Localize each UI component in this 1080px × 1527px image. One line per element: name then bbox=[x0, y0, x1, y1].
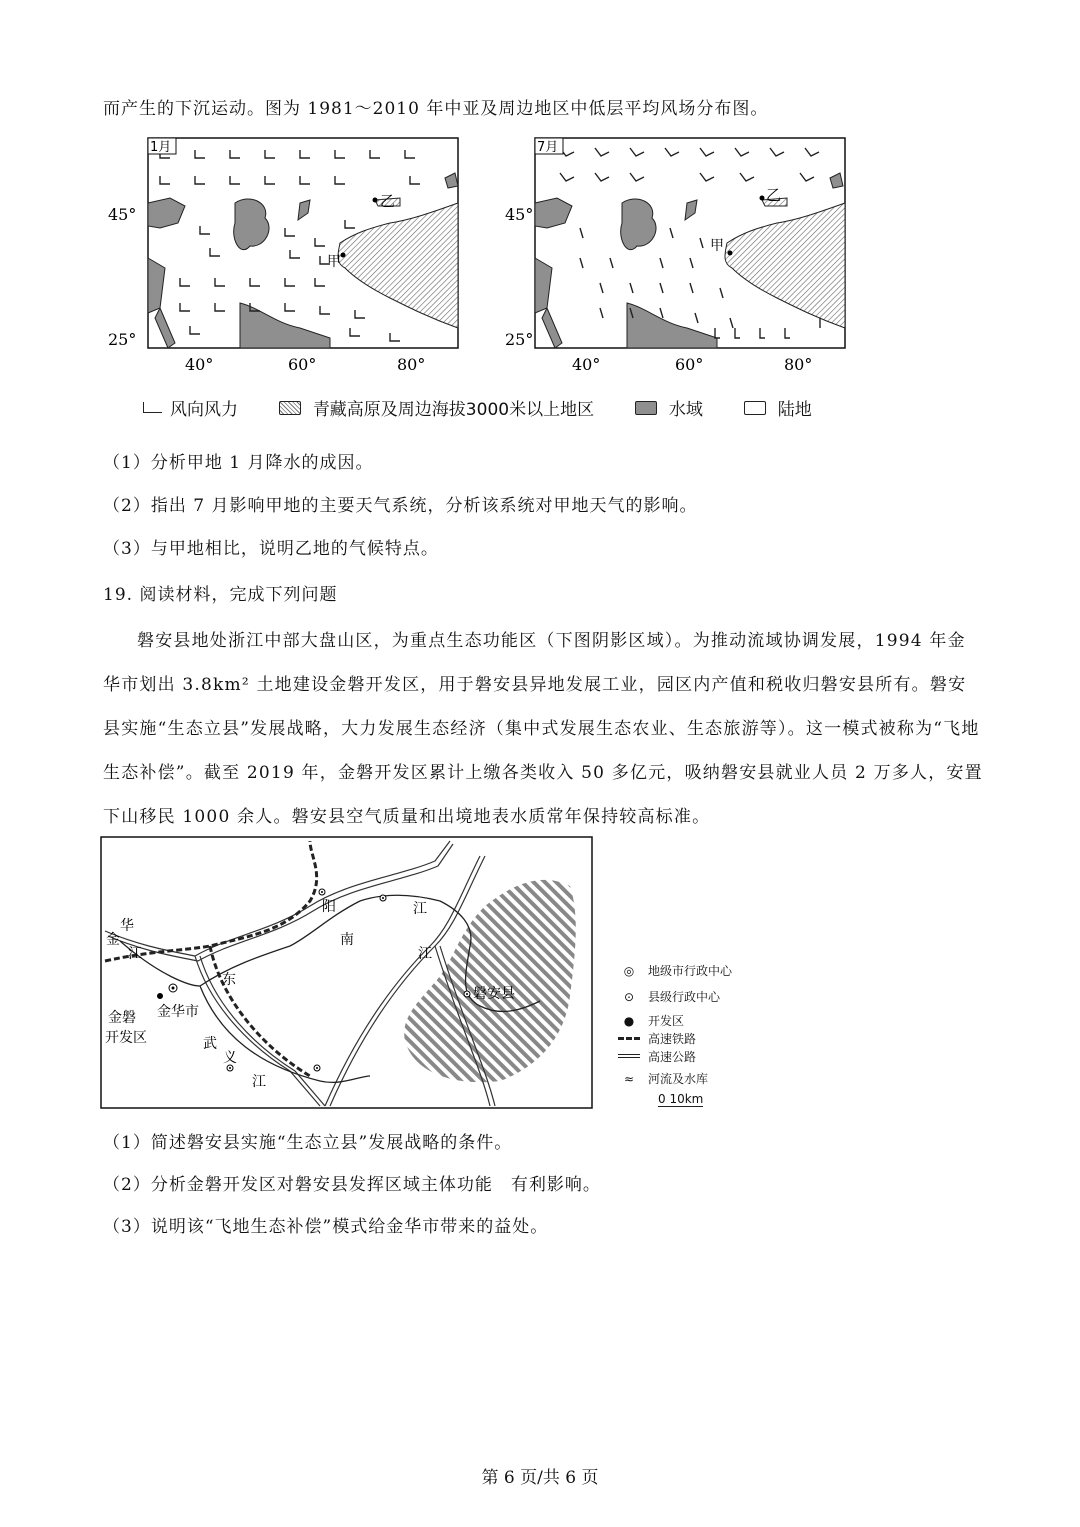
q18-part3: （3）与甲地相比，说明乙地的气候特点。 bbox=[103, 539, 439, 559]
label-jiang3: 江 bbox=[252, 1074, 266, 1090]
legend-city-center: ◎ 地级市行政中心 bbox=[618, 962, 732, 979]
legend-highway: 高速公路 bbox=[618, 1048, 696, 1065]
place-yi-jul: 乙 bbox=[766, 186, 782, 204]
label-nan: 南 bbox=[340, 932, 354, 948]
lon-80-jan: 80° bbox=[397, 355, 426, 374]
intro-text: 而产生的下沉运动。图为 1981～2010 年中亚及周边地区中低层平均风场分布图。 bbox=[103, 99, 769, 119]
place-yi-jan: 乙 bbox=[380, 192, 396, 210]
legend-plateau: 青藏高原及周边海拔3000米以上地区 bbox=[312, 400, 595, 420]
label-jiang1: 江 bbox=[413, 901, 427, 917]
q19-part2: （2）分析金磐开发区对磐安县发挥区域主体功能 有利影响。 bbox=[103, 1175, 601, 1195]
q18-part2: （2）指出 7 月影响甲地的主要天气系统，分析该系统对甲地天气的影响。 bbox=[103, 496, 698, 516]
label-jinpan: 金磐开发区 bbox=[105, 1010, 147, 1046]
panan-county-map bbox=[100, 836, 595, 1111]
map-label-jan: 1月 bbox=[150, 140, 172, 155]
scale-bar: 0 10km bbox=[658, 1092, 704, 1106]
label-yang: 阳 bbox=[322, 899, 336, 915]
q19-part1: （1）简述磐安县实施“生态立县”发展战略的条件。 bbox=[103, 1133, 513, 1153]
wind-map-legend bbox=[143, 395, 812, 420]
label-jinhua-city: 金华市 bbox=[157, 1004, 199, 1020]
city-center-icon: ◎ bbox=[623, 964, 635, 978]
legend-river: ≈ 河流及水库 bbox=[618, 1070, 708, 1087]
water-swatch-icon bbox=[635, 401, 657, 415]
legend-scale bbox=[658, 1092, 703, 1106]
label-wu: 武 bbox=[203, 1036, 217, 1052]
lon-40-jul: 40° bbox=[572, 355, 601, 374]
q19-part3: （3）说明该“飞地生态补偿”模式给金华市带来的益处。 bbox=[103, 1217, 549, 1237]
label-dong: 东 bbox=[222, 972, 236, 988]
legend-railway: 高速铁路 bbox=[618, 1030, 696, 1047]
lat-25-jul: 25° bbox=[505, 330, 534, 349]
legend-land: 陆地 bbox=[777, 400, 812, 420]
label-jiang2: 江 bbox=[418, 946, 432, 962]
label-jinhua-river: 金华江 bbox=[106, 918, 142, 962]
q19-title: 19. 阅读材料，完成下列问题 bbox=[103, 585, 338, 605]
lat-45-jan: 45° bbox=[108, 205, 137, 224]
lon-40-jan: 40° bbox=[185, 355, 214, 374]
january-wind-map bbox=[100, 128, 470, 378]
label-panan: 磐安县 bbox=[473, 986, 515, 1002]
q19-material: 磐安县地处浙江中部大盘山区，为重点生态功能区（下图阴影区域）。为推动流域协调发展，1994 年金华市划出 3.8km² 土地建设金磐开发区，用于磐安县异地发展工业，园区内产值和税收归磐安县所有。磐安县实施“生态立县”发展战略，大力发展生态经济（集中式发展生态农业、生态旅游等）。这一模式被称为“飞地生态补偿”。截至 2019 年，金磐开发区累计上缴各类收入 50 多亿元，吸纳磐安县就业人员 2 万多人，安置下山移民 1000 余人。磐安县空气质量和出境地表水质常年保持较高标准。 bbox=[103, 631, 983, 827]
map-label-jul: 7月 bbox=[537, 140, 559, 155]
river-icon: ≈ bbox=[623, 1072, 635, 1086]
highway-icon bbox=[618, 1054, 640, 1058]
county-center-icon: ⊙ bbox=[623, 990, 635, 1004]
legend-dev-zone: ● 开发区 bbox=[618, 1012, 684, 1029]
page-footer: 第 6 页/共 6 页 bbox=[481, 1468, 599, 1488]
land-swatch-icon bbox=[744, 401, 766, 415]
lon-60-jul: 60° bbox=[675, 355, 704, 374]
label-yi: 义 bbox=[223, 1050, 237, 1066]
plateau-swatch-icon bbox=[279, 401, 301, 415]
lon-60-jan: 60° bbox=[288, 355, 317, 374]
legend-wind: 风向风力 bbox=[170, 400, 238, 420]
dev-zone-icon: ● bbox=[623, 1014, 635, 1028]
legend-county-center: ⊙ 县级行政中心 bbox=[618, 988, 720, 1005]
lat-25-jan: 25° bbox=[108, 330, 137, 349]
wind-barb-icon bbox=[143, 402, 162, 413]
place-jia-jan: 甲 bbox=[327, 254, 341, 270]
lat-45-jul: 45° bbox=[505, 205, 534, 224]
q18-part1: （1）分析甲地 1 月降水的成因。 bbox=[103, 453, 374, 473]
legend-water: 水域 bbox=[668, 400, 703, 420]
july-wind-map bbox=[500, 128, 860, 378]
place-jia-jul: 甲 bbox=[710, 238, 724, 254]
lon-80-jul: 80° bbox=[784, 355, 813, 374]
railway-icon bbox=[618, 1037, 640, 1040]
